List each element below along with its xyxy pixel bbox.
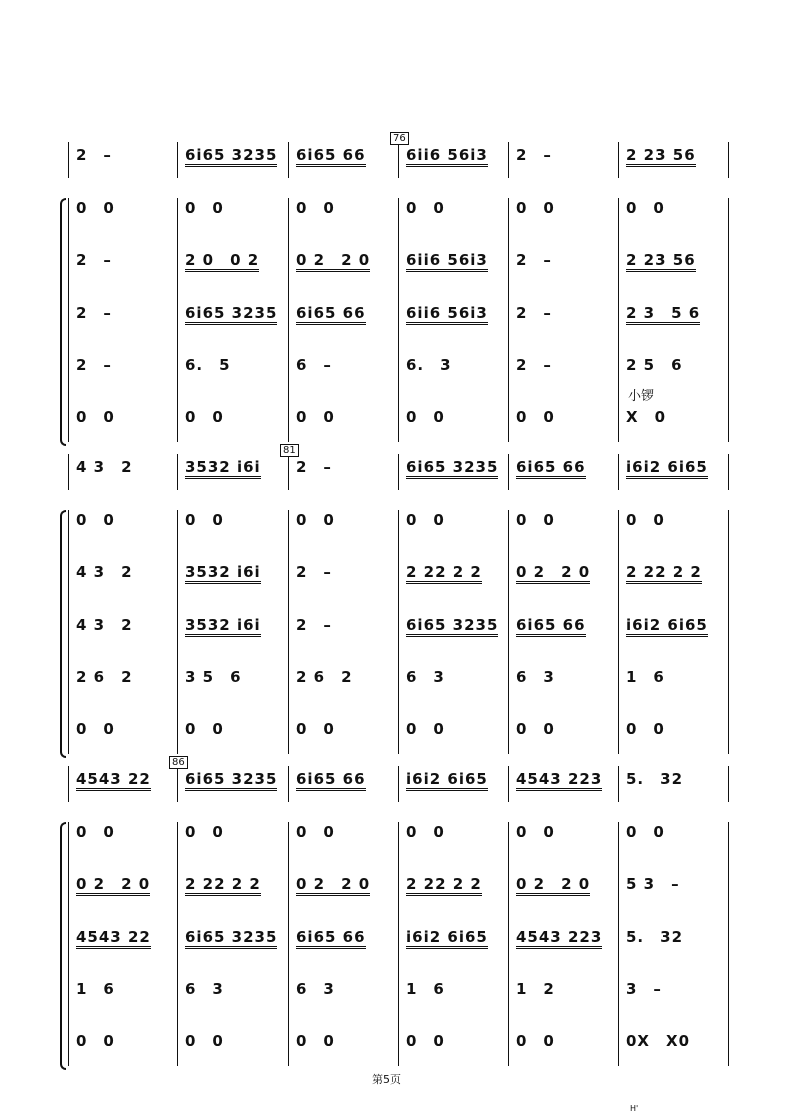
barline: [288, 510, 289, 754]
barline: [728, 766, 729, 802]
note-cell: 2 3 5 6: [626, 304, 700, 325]
note-cell: 4 3 2: [76, 616, 133, 634]
note-cell: 0 0: [406, 1032, 445, 1050]
note-cell: 4 3 2: [76, 458, 133, 476]
note-cell: i6i2 6i65: [406, 770, 488, 791]
note-cell: 0 0: [406, 408, 445, 426]
note-cell: 4543 223: [516, 928, 602, 949]
note-cell: 6. 5: [185, 356, 231, 374]
note-cell: 2 –: [76, 146, 112, 164]
note-cell: 6. 3: [406, 356, 452, 374]
note-cell: 0 0: [626, 511, 665, 529]
note-cell: 4 3 2: [76, 563, 133, 581]
note-cell: 0 0: [185, 720, 224, 738]
note-cell: X 0: [626, 408, 667, 426]
note-cell: 0 0: [185, 511, 224, 529]
note-cell: 0 0: [296, 199, 335, 217]
barline: [508, 510, 509, 754]
note-cell: 6i65 3235: [185, 928, 277, 949]
note-cell: 0 0: [76, 823, 115, 841]
barline: [728, 510, 729, 754]
note-cell: 6 3: [296, 980, 335, 998]
barline: [68, 822, 69, 1066]
note-cell: 0 0: [296, 720, 335, 738]
barline: [398, 766, 399, 802]
note-cell: 0 2 2 0: [296, 875, 370, 896]
note-cell: 0 0: [516, 511, 555, 529]
note-cell: 0 0: [516, 1032, 555, 1050]
note-cell: 6i65 3235: [185, 304, 277, 325]
page-number: 第5页: [372, 1073, 401, 1086]
note-cell: 0 0: [296, 511, 335, 529]
barline: [728, 822, 729, 1066]
barline: [508, 822, 509, 1066]
note-cell: 6 3: [406, 668, 445, 686]
note-cell: 2 –: [516, 356, 552, 374]
note-cell: 4543 223: [516, 770, 602, 791]
note-cell: 6 3: [185, 980, 224, 998]
barline: [728, 454, 729, 490]
note-cell: 6i65 66: [296, 304, 366, 325]
note-cell: 2 23 56: [626, 251, 696, 272]
barline: [728, 142, 729, 178]
note-cell: 6i65 3235: [185, 146, 277, 167]
barline: [288, 822, 289, 1066]
barline: [398, 198, 399, 442]
note-cell: 6i65 3235: [406, 458, 498, 479]
note-cell: 0 0: [76, 199, 115, 217]
note-cell: 3 5 6: [185, 668, 242, 686]
barline: [508, 198, 509, 442]
note-cell: 6 –: [296, 356, 332, 374]
barline: [288, 454, 289, 490]
note-cell: 5. 32: [626, 928, 684, 946]
rehearsal-mark: 86: [169, 756, 188, 769]
system-bracket: [60, 510, 66, 758]
note-cell: 0 0: [516, 823, 555, 841]
barline: [288, 766, 289, 802]
system-bracket: [60, 198, 66, 446]
note-cell: 0 0: [185, 408, 224, 426]
note-cell: 0 2 2 0: [296, 251, 370, 272]
note-cell: 6i65 66: [296, 928, 366, 949]
note-cell: 3532 i6i: [185, 616, 261, 637]
note-cell: 2 6 2: [76, 668, 133, 686]
note-cell: 2 –: [296, 458, 332, 476]
note-cell: 2 –: [516, 304, 552, 322]
barline: [68, 142, 69, 178]
note-cell: 6i65 66: [296, 146, 366, 167]
barline: [398, 454, 399, 490]
note-cell: 0 0: [185, 199, 224, 217]
rehearsal-mark: 76: [390, 132, 409, 145]
barline: [728, 198, 729, 442]
note-cell: 2 –: [296, 563, 332, 581]
note-cell: 3532 i6i: [185, 458, 261, 479]
note-cell: 0 0: [296, 823, 335, 841]
note-cell: 0 0: [406, 511, 445, 529]
note-cell: 0 0: [185, 823, 224, 841]
barline: [398, 142, 399, 178]
note-cell: 6ii6 56i3: [406, 304, 488, 325]
note-cell: 6i65 66: [516, 616, 586, 637]
note-cell: 2 22 2 2: [406, 875, 482, 896]
note-cell: 2 23 56: [626, 146, 696, 167]
barline: [398, 510, 399, 754]
note-cell: 6 3: [516, 668, 555, 686]
note-cell: i6i2 6i65: [406, 928, 488, 949]
barline: [618, 510, 619, 754]
barline: [68, 766, 69, 802]
note-cell: 0 2 2 0: [76, 875, 150, 896]
note-cell: 6i65 3235: [185, 770, 277, 791]
note-cell: 0 0: [516, 720, 555, 738]
note-cell: 6i65 3235: [406, 616, 498, 637]
note-cell: 4543 22: [76, 928, 151, 949]
barline: [177, 454, 178, 490]
note-cell: 1 6: [406, 980, 445, 998]
note-cell: 0 0: [76, 511, 115, 529]
rehearsal-mark: 81: [280, 444, 299, 457]
note-cell: 1 6: [76, 980, 115, 998]
note-cell: 2 22 2 2: [185, 875, 261, 896]
barline: [508, 454, 509, 490]
note-cell: 0 0: [626, 720, 665, 738]
note-cell: 0 0: [185, 1032, 224, 1050]
note-cell: 0 0: [406, 199, 445, 217]
note-cell: 2 22 2 2: [626, 563, 702, 584]
note-cell: 0 0: [516, 199, 555, 217]
note-cell: 2 –: [76, 304, 112, 322]
note-cell: 2 0 0 2: [185, 251, 259, 272]
barline: [177, 142, 178, 178]
note-cell: 2 5 6: [626, 356, 683, 374]
barline: [618, 822, 619, 1066]
note-cell: 0 2 2 0: [516, 563, 590, 584]
note-cell: 0X X0: [626, 1032, 691, 1050]
note-cell: 2 –: [516, 146, 552, 164]
barline: [618, 142, 619, 178]
note-cell: 6i65 66: [296, 770, 366, 791]
note-cell: 0 0: [76, 1032, 115, 1050]
barline: [177, 510, 178, 754]
note-cell: 6ii6 56i3: [406, 251, 488, 272]
note-cell: 3532 i6i: [185, 563, 261, 584]
barline: [508, 766, 509, 802]
note-cell: 2 –: [516, 251, 552, 269]
note-cell: 0 0: [406, 720, 445, 738]
note-cell: i6i2 6i65: [626, 458, 708, 479]
corner-mark: H': [630, 1104, 639, 1113]
barline: [398, 822, 399, 1066]
note-cell: 0 0: [296, 1032, 335, 1050]
note-cell: 0 0: [76, 408, 115, 426]
note-cell: 6i65 66: [516, 458, 586, 479]
note-cell: 5 3 –: [626, 875, 680, 893]
barline: [177, 766, 178, 802]
barline: [618, 766, 619, 802]
system-bracket: [60, 822, 66, 1070]
barline: [288, 198, 289, 442]
barline: [508, 142, 509, 178]
note-cell: 5. 32: [626, 770, 684, 788]
note-cell: 0 0: [76, 720, 115, 738]
note-cell: 4543 22: [76, 770, 151, 791]
note-cell: 2 6 2: [296, 668, 353, 686]
note-cell: 0 0: [406, 823, 445, 841]
note-cell: 2 –: [296, 616, 332, 634]
note-cell: 0 2 2 0: [516, 875, 590, 896]
instrument-label: 小锣: [628, 389, 655, 404]
barline: [177, 198, 178, 442]
note-cell: 2 22 2 2: [406, 563, 482, 584]
note-cell: 6ii6 56i3: [406, 146, 488, 167]
barline: [618, 454, 619, 490]
note-cell: 2 –: [76, 251, 112, 269]
note-cell: 2 –: [76, 356, 112, 374]
note-cell: 0 0: [296, 408, 335, 426]
note-cell: 1 2: [516, 980, 555, 998]
barline: [68, 454, 69, 490]
note-cell: 1 6: [626, 668, 665, 686]
barline: [618, 198, 619, 442]
barline: [68, 198, 69, 442]
note-cell: 0 0: [516, 408, 555, 426]
note-cell: i6i2 6i65: [626, 616, 708, 637]
note-cell: 3 –: [626, 980, 662, 998]
barline: [177, 822, 178, 1066]
note-cell: 0 0: [626, 823, 665, 841]
note-cell: 0 0: [626, 199, 665, 217]
barline: [288, 142, 289, 178]
barline: [68, 510, 69, 754]
